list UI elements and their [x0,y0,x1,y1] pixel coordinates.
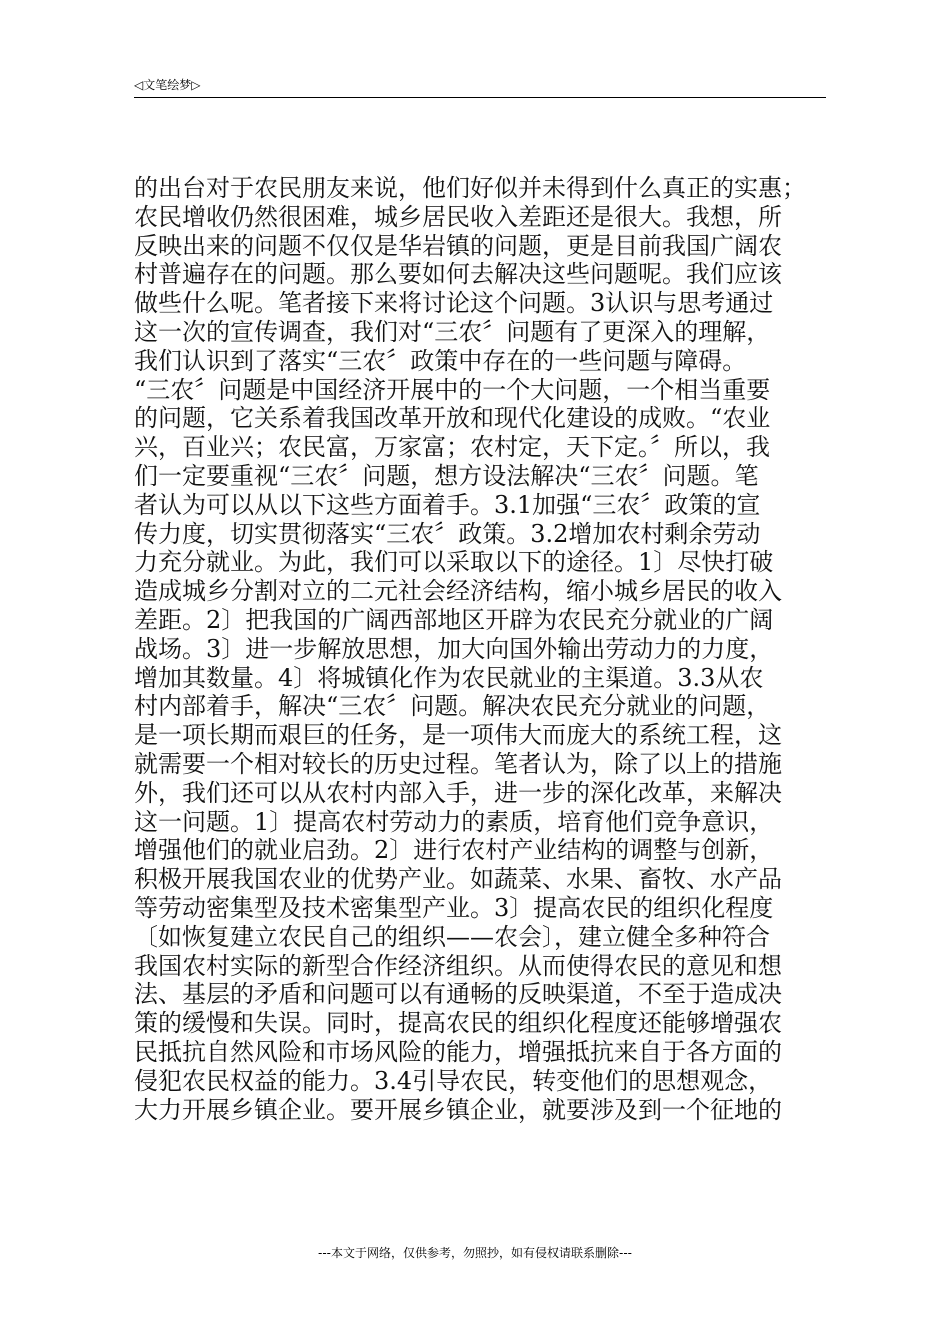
body-line: 战场。3〕进一步解放思想，加大向国外输出劳动力的力度， [134,634,774,663]
body-line: 的出台对于农民朋友来说，他们好似并未得到什么真正的实惠； [134,174,806,202]
body-line: 的问题，它关系着我国改革开放和现代化建设的成败。“农业 [134,404,771,433]
body-line: 村内部着手，解决“三农〞问题。解决农民充分就业的问题， [134,692,771,721]
body-line: 村普遍存在的问题。那么要如何去解决这些问题呢。我们应该 [134,260,782,289]
body-line: 差距。2〕把我国的广阔西部地区开辟为农民充分就业的广阔 [134,605,774,634]
body-line: 大力开展乡镇企业。要开展乡镇企业，就要涉及到一个征地的 [134,1095,782,1124]
body-line: 〔如恢复建立农民自己的组织——农会〕，建立健全多种符合 [134,922,770,951]
header-divider [134,97,826,98]
body-line: 兴，百业兴；农民富，万家富；农村定，天下定。〞所以，我 [134,433,770,462]
header-brand: ◁文笔绘梦▷ [134,78,201,92]
body-line: 反映出来的问题不仅仅是华岩镇的问题，更是目前我国广阔农 [134,231,782,260]
body-line: 这一问题。1〕提高农村劳动力的素质，培育他们竞争意识， [134,807,774,836]
body-line: 农民增收仍然很困难，城乡居民收入差距还是很大。我想，所 [134,202,782,231]
body-line: 传力度，切实贯彻落实“三农〞政策。3.2增加农村剩余劳动 [134,519,761,548]
body-line: 等劳动密集型及技术密集型产业。3〕提高农民的组织化程度 [134,893,774,922]
body-line: 做些什么呢。笔者接下来将讨论这个问题。3认识与思考通过 [134,289,774,318]
body-line: 力充分就业。为此，我们可以采取以下的途径。1〕尽快打破 [134,548,774,577]
body-line: 策的缓慢和失误。同时，提高农民的组织化程度还能够增强农 [134,1009,782,1038]
body-line: 积极开展我国农业的优势产业。如蔬菜、水果、畜牧、水产品 [134,865,782,894]
body-line: 就需要一个相对较长的历史过程。笔者认为，除了以上的措施 [134,749,782,778]
body-line: 者认为可以从以下这些方面着手。3.1加强“三农〞政策的宣 [134,490,761,519]
document-body [134,174,834,1124]
body-line: 我国农村实际的新型合作经济组织。从而使得农民的意见和想 [134,951,782,980]
body-line: “三农〞问题是中国经济开展中的一个大问题，一个相当重要 [134,375,771,404]
body-line: 民抵抗自然风险和市场风险的能力，增强抵抗来自于各方面的 [134,1037,782,1066]
body-line: 增加其数量。4〕将城镇化作为农民就业的主渠道。3.3从农 [134,663,764,692]
body-line: 造成城乡分割对立的二元社会经济结构，缩小城乡居民的收入 [134,577,782,606]
body-line: 我们认识到了落实“三农〞政策中存在的一些问题与障碍。 [134,346,747,375]
footer-notice: ---本文于网络，仅供参考，勿照抄，如有侵权请联系删除--- [318,1246,632,1260]
body-line: 外，我们还可以从农村内部入手，进一步的深化改革，来解决 [134,778,782,807]
body-line: 是一项长期而艰巨的任务，是一项伟大而庞大的系统工程，这 [134,721,782,750]
body-line: 侵犯农民权益的能力。3.4引导农民，转变他们的思想观念， [134,1066,773,1095]
body-line: 增强他们的就业启劲。2〕进行农村产业结构的调整与创新， [134,836,774,865]
body-line: 法、基层的矛盾和问题可以有通畅的反映渠道，不至于造成决 [134,980,782,1009]
body-line: 们一定要重视“三农〞问题，想方设法解决“三农〞问题。笔 [134,461,759,490]
body-line: 这一次的宣传调查，我们对“三农〞问题有了更深入的理解， [134,317,771,346]
